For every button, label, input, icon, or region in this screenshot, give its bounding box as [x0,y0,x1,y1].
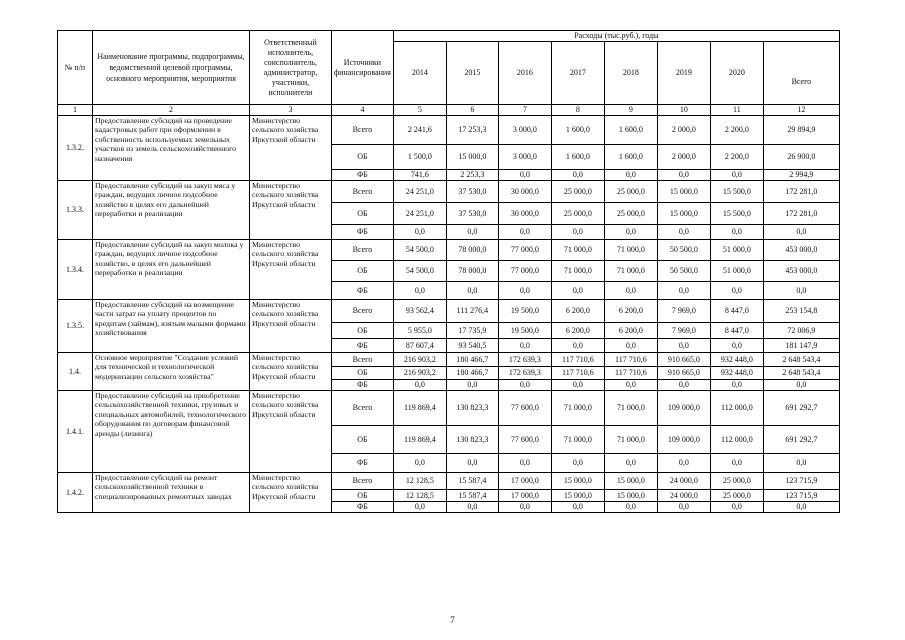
row-year-value: 7 969,0 [657,323,710,339]
column-index: 9 [604,105,657,116]
row-name: Предоставление субсидий на закуп молока у граждан, ведущих личное подсобное хозяйство, в целях его дальнейшей переработки и реализации [93,240,250,300]
row-source: ФБ [332,454,394,473]
row-source: ОБ [332,145,394,170]
row-year-value: 50 500,0 [657,240,710,261]
row-source: ОБ [332,261,394,282]
row-year-value: 93 562,4 [393,300,446,323]
row-year-value: 2 200,0 [710,145,763,170]
column-index: 6 [446,105,498,116]
row-year-value: 50 500,0 [657,261,710,282]
row-year-value: 25 000,0 [604,203,657,225]
row-year-value: 0,0 [710,282,763,300]
row-year-value: 0,0 [657,339,710,353]
row-year-value: 0,0 [710,339,763,353]
row-year-value: 6 200,0 [604,323,657,339]
row-year-value: 0,0 [551,282,604,300]
row-year-value: 0,0 [604,454,657,473]
row-year-value: 19 500,0 [498,300,551,323]
row-year-value: 12 128,5 [393,473,446,490]
row-year-value: 93 540,5 [446,339,498,353]
row-year-value: 109 000,0 [657,426,710,454]
row-year-value: 2 200,0 [710,116,763,145]
row-year-value: 0,0 [498,502,551,513]
row-year-value: 130 823,3 [446,391,498,426]
row-year-value: 54 500,0 [393,261,446,282]
row-year-value: 0,0 [657,225,710,240]
row-year-value: 932 448,0 [710,367,763,380]
row-year-value: 8 447,0 [710,323,763,339]
row-total-value: 453 000,0 [763,240,839,261]
column-index: 4 [332,105,394,116]
row-total-value: 72 006,9 [763,323,839,339]
budget-table [57,30,840,513]
row-year-value: 0,0 [710,502,763,513]
row-total-value: 691 292,7 [763,426,839,454]
row-year-value: 0,0 [446,502,498,513]
row-year-value: 15 000,0 [657,203,710,225]
row-year-value: 15 000,0 [551,490,604,502]
row-year-value: 117 710,6 [551,353,604,367]
row-year-value: 3 000,0 [498,116,551,145]
row-year-value: 216 903,2 [393,367,446,380]
row-year-value: 3 000,0 [498,145,551,170]
column-index: 1 [58,105,93,116]
row-executor: Министерство сельского хозяйства Иркутской области [250,353,332,391]
row-year-value: 0,0 [604,282,657,300]
row-year-value: 12 128,5 [393,490,446,502]
table-row [58,300,840,323]
row-year-value: 15 587,4 [446,473,498,490]
row-executor: Министерство сельского хозяйства Иркутской области [250,240,332,300]
table-row [58,473,840,490]
row-year-value: 7 969,0 [657,300,710,323]
header-year: 2020 [710,42,763,105]
row-year-value: 130 823,3 [446,426,498,454]
row-year-value: 0,0 [498,282,551,300]
row-year-value: 910 665,0 [657,353,710,367]
row-year-value: 17 253,3 [446,116,498,145]
row-total-value: 0,0 [763,380,839,391]
row-year-value: 5 955,0 [393,323,446,339]
row-source: ОБ [332,323,394,339]
header-year: 2019 [657,42,710,105]
row-name: Предоставление субсидий на возмещение части затрат на уплату процентов по кредитам (займам), взятым малыми формами хозяйствования [93,300,250,353]
row-year-value: 117 710,6 [551,367,604,380]
row-year-value: 0,0 [446,282,498,300]
row-year-value: 17 735,9 [446,323,498,339]
row-year-value: 0,0 [393,282,446,300]
row-year-value: 6 200,0 [551,323,604,339]
row-year-value: 78 000,0 [446,240,498,261]
row-year-value: 0,0 [446,225,498,240]
row-year-value: 119 869,4 [393,426,446,454]
row-total-value: 172 281,0 [763,203,839,225]
row-total-value: 2 648 543,4 [763,367,839,380]
row-source: Всего [332,181,394,203]
row-year-value: 0,0 [551,339,604,353]
row-year-value: 0,0 [498,380,551,391]
row-number: 1.4.2. [58,473,93,513]
header-year: 2016 [498,42,551,105]
header-year: 2018 [604,42,657,105]
row-year-value: 1 600,0 [604,116,657,145]
row-year-value: 77 000,0 [498,240,551,261]
row-year-value: 0,0 [393,454,446,473]
row-year-value: 0,0 [657,502,710,513]
row-name: Основное мероприятие "Создание условий для технической и технологической модернизации сельского хозяйства" [93,353,250,391]
header-num: № п/п [58,31,93,105]
row-year-value: 71 000,0 [551,240,604,261]
row-year-value: 25 000,0 [551,203,604,225]
row-year-value: 180 466,7 [446,353,498,367]
row-year-value: 25 000,0 [604,181,657,203]
row-total-value: 691 292,7 [763,391,839,426]
row-year-value: 112 000,0 [710,391,763,426]
row-executor: Министерство сельского хозяйства Иркутской области [250,181,332,240]
row-total-value: 2 648 543,4 [763,353,839,367]
row-year-value: 1 500,0 [393,145,446,170]
row-source: Всего [332,353,394,367]
row-total-value: 2 994,9 [763,170,839,181]
row-executor: Министерство сельского хозяйства Иркутской области [250,116,332,181]
row-year-value: 0,0 [551,454,604,473]
row-year-value: 25 000,0 [710,490,763,502]
row-year-value: 0,0 [393,502,446,513]
row-source: Всего [332,473,394,490]
row-total-value: 172 281,0 [763,181,839,203]
row-source: ФБ [332,502,394,513]
table-row [58,391,840,426]
header-source: Источники финансирования [332,31,394,105]
header-name: Наименование программы, подпрограммы, ведомственной целевой программы, основного мероприятия, мероприятия [93,31,250,105]
row-year-value: 1 600,0 [551,145,604,170]
column-index: 10 [657,105,710,116]
row-year-value: 0,0 [498,454,551,473]
row-year-value: 112 000,0 [710,426,763,454]
row-year-value: 0,0 [551,170,604,181]
row-name: Предоставление субсидий на проведение кадастровых работ при оформлении в собственность используемых земельных участков из земель сельскохозяйственного назначения [93,116,250,181]
row-year-value: 0,0 [710,170,763,181]
row-total-value: 0,0 [763,502,839,513]
row-year-value: 1 600,0 [604,145,657,170]
row-total-value: 29 894,9 [763,116,839,145]
column-index: 7 [498,105,551,116]
row-number: 1.3.5. [58,300,93,353]
row-total-value: 0,0 [763,454,839,473]
row-year-value: 15 000,0 [604,490,657,502]
row-total-value: 26 900,0 [763,145,839,170]
column-index: 12 [763,105,839,116]
row-year-value: 2 253,3 [446,170,498,181]
row-source: Всего [332,116,394,145]
row-year-value: 0,0 [551,380,604,391]
row-year-value: 24 251,0 [393,203,446,225]
row-year-value: 910 665,0 [657,367,710,380]
row-year-value: 2 000,0 [657,116,710,145]
row-year-value: 109 000,0 [657,391,710,426]
row-year-value: 15 000,0 [551,473,604,490]
row-number: 1.3.2. [58,116,93,181]
row-year-value: 0,0 [498,170,551,181]
row-year-value: 2 000,0 [657,145,710,170]
row-year-value: 0,0 [498,225,551,240]
row-year-value: 0,0 [657,380,710,391]
row-year-value: 77 600,0 [498,391,551,426]
row-year-value: 24 000,0 [657,473,710,490]
table-row [58,181,840,203]
row-year-value: 77 000,0 [498,261,551,282]
row-total-value: 0,0 [763,282,839,300]
table-body [58,116,840,513]
row-source: Всего [332,391,394,426]
row-year-value: 2 241,6 [393,116,446,145]
row-source: ОБ [332,203,394,225]
row-total-value: 0,0 [763,225,839,240]
row-year-value: 0,0 [604,502,657,513]
header-total: Всего [763,42,839,105]
row-name: Предоставление субсидий на закуп мяса у граждан, ведущих личное подсобное хозяйство в целях его дальнейшей переработки и реализации [93,181,250,240]
row-year-value: 15 000,0 [604,473,657,490]
row-source: ФБ [332,339,394,353]
row-year-value: 71 000,0 [604,240,657,261]
row-year-value: 0,0 [446,454,498,473]
row-year-value: 15 500,0 [710,181,763,203]
row-year-value: 30 000,0 [498,203,551,225]
row-year-value: 51 000,0 [710,240,763,261]
row-year-value: 0,0 [604,170,657,181]
row-year-value: 71 000,0 [551,261,604,282]
row-year-value: 0,0 [393,225,446,240]
table-row [58,240,840,261]
row-year-value: 0,0 [657,454,710,473]
row-executor: Министерство сельского хозяйства Иркутской области [250,391,332,473]
row-number: 1.4. [58,353,93,391]
row-year-value: 0,0 [657,170,710,181]
table-row [58,353,840,367]
row-year-value: 77 600,0 [498,426,551,454]
row-year-value: 0,0 [551,502,604,513]
row-name: Предоставление субсидий на приобретение сельскохозяйственной техники, грузовых и специальных автомобилей, технологического оборудования по договорам финансовой аренды (лизинга) [93,391,250,473]
column-index: 3 [250,105,332,116]
row-year-value: 0,0 [657,282,710,300]
row-year-value: 0,0 [498,339,551,353]
row-number: 1.3.4. [58,240,93,300]
column-index: 8 [551,105,604,116]
row-year-value: 71 000,0 [551,426,604,454]
column-index: 2 [93,105,250,116]
row-year-value: 0,0 [604,380,657,391]
row-source: Всего [332,300,394,323]
row-year-value: 0,0 [604,225,657,240]
row-year-value: 25 000,0 [710,473,763,490]
row-number: 1.4.1. [58,391,93,473]
row-year-value: 15 587,4 [446,490,498,502]
row-year-value: 932 448,0 [710,353,763,367]
row-year-value: 25 000,0 [551,181,604,203]
row-year-value: 17 000,0 [498,473,551,490]
row-year-value: 37 530,0 [446,181,498,203]
row-year-value: 51 000,0 [710,261,763,282]
row-executor: Министерство сельского хозяйства Иркутской области [250,473,332,513]
row-total-value: 253 154,8 [763,300,839,323]
row-source: ОБ [332,426,394,454]
row-executor: Министерство сельского хозяйства Иркутской области [250,300,332,353]
row-year-value: 6 200,0 [551,300,604,323]
row-name: Предоставление субсидий на ремонт сельскохозяйственной техники в специализированных ремонтных заводах [93,473,250,513]
row-year-value: 0,0 [604,339,657,353]
row-total-value: 181 147,9 [763,339,839,353]
column-index: 11 [710,105,763,116]
row-source: Всего [332,240,394,261]
row-year-value: 180 466,7 [446,367,498,380]
header-expenses: Расходы (тыс.руб.), годы [393,31,839,42]
row-year-value: 216 903,2 [393,353,446,367]
row-total-value: 453 000,0 [763,261,839,282]
row-year-value: 15 500,0 [710,203,763,225]
row-year-value: 0,0 [710,380,763,391]
row-year-value: 30 000,0 [498,181,551,203]
row-year-value: 71 000,0 [551,391,604,426]
row-year-value: 17 000,0 [498,490,551,502]
row-year-value: 172 639,3 [498,367,551,380]
row-year-value: 6 200,0 [604,300,657,323]
row-year-value: 87 607,4 [393,339,446,353]
row-year-value: 15 000,0 [657,181,710,203]
row-year-value: 0,0 [551,225,604,240]
row-year-value: 119 869,4 [393,391,446,426]
row-year-value: 71 000,0 [604,391,657,426]
header-year: 2015 [446,42,498,105]
row-year-value: 19 500,0 [498,323,551,339]
row-year-value: 117 710,6 [604,367,657,380]
row-year-value: 0,0 [446,380,498,391]
row-year-value: 71 000,0 [604,426,657,454]
row-year-value: 741,6 [393,170,446,181]
row-year-value: 15 000,0 [446,145,498,170]
row-total-value: 123 715,9 [763,473,839,490]
row-year-value: 117 710,6 [604,353,657,367]
row-source: ФБ [332,225,394,240]
row-total-value: 123 715,9 [763,490,839,502]
row-source: ОБ [332,367,394,380]
row-number: 1.3.3. [58,181,93,240]
row-year-value: 0,0 [710,454,763,473]
row-source: ФБ [332,380,394,391]
row-year-value: 0,0 [393,380,446,391]
header-year: 2017 [551,42,604,105]
table-row [58,116,840,145]
row-source: ФБ [332,282,394,300]
row-year-value: 111 276,4 [446,300,498,323]
row-year-value: 54 500,0 [393,240,446,261]
row-year-value: 71 000,0 [604,261,657,282]
page-number: 7 [450,615,455,625]
row-source: ОБ [332,490,394,502]
header-executor: Ответственный исполнитель, соисполнитель, администратор, участники, исполнители [250,31,332,105]
row-year-value: 37 530,0 [446,203,498,225]
header-year: 2014 [393,42,446,105]
row-year-value: 24 251,0 [393,181,446,203]
row-source: ФБ [332,170,394,181]
row-year-value: 78 000,0 [446,261,498,282]
row-year-value: 24 000,0 [657,490,710,502]
row-year-value: 1 600,0 [551,116,604,145]
column-index: 5 [393,105,446,116]
row-year-value: 8 447,0 [710,300,763,323]
row-year-value: 0,0 [710,225,763,240]
row-year-value: 172 639,3 [498,353,551,367]
